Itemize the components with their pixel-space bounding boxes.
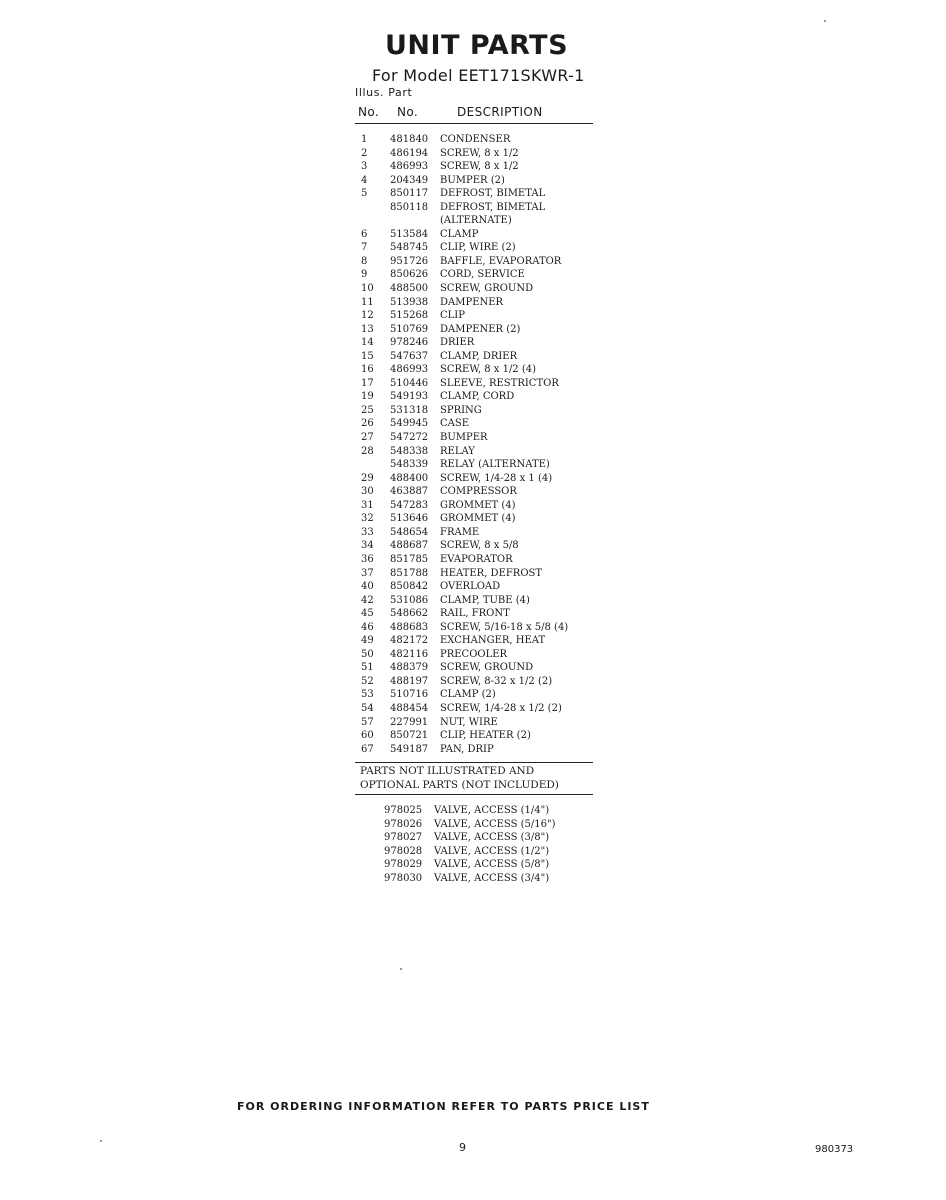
part-description: BAFFLE, EVAPORATOR [440,255,562,267]
part-description: SCREW, 1/4-28 x 1/2 (2) [440,702,562,714]
part-description: RELAY [440,445,475,457]
part-description: DAMPENER (2) [440,323,521,335]
illus-number: 54 [361,702,374,714]
part-description: HEATER, DEFROST [440,567,543,579]
part-description: SCREW, 5/16-18 x 5/8 (4) [440,621,569,633]
part-number: 549187 [390,743,429,755]
part-number: 978030 [384,872,423,884]
illus-number: 30 [361,486,374,498]
illus-number: 53 [361,689,374,701]
part-number: 515268 [390,310,429,322]
part-description: CLAMP (2) [440,689,496,701]
header-rule [355,123,593,124]
part-description: CLIP, WIRE (2) [440,242,516,254]
illus-number: 25 [361,404,374,416]
part-number: 978027 [384,832,423,844]
illus-number: 3 [361,161,368,173]
illus-number: 11 [361,296,374,308]
illus-number: 34 [361,540,374,552]
part-description: VALVE, ACCESS (3/8") [434,832,550,844]
part-description: SCREW, 1/4-28 x 1 (4) [440,472,553,484]
part-number: 851785 [390,553,429,565]
illus-number: 13 [361,323,374,335]
part-description: NUT, WIRE [440,716,498,728]
part-description: SCREW, 8 x 5/8 [440,540,519,552]
illus-number: 19 [361,391,374,403]
illus-number: 50 [361,648,374,660]
illus-number: 2 [361,147,368,159]
part-number: 488683 [390,621,429,633]
part-number: 548654 [390,526,429,538]
part-number: 850721 [390,730,429,742]
part-description: CLIP [440,310,465,322]
model-subtitle: For Model EET171SKWR-1 [372,66,585,85]
part-description: RELAY (ALTERNATE) [440,459,550,471]
part-number: 978029 [384,859,423,871]
part-number: 481840 [390,134,429,145]
part-number: 850118 [390,201,429,213]
part-description: SCREW, 8 x 1/2 (4) [440,364,537,376]
part-description: DAMPENER [440,296,504,308]
note-top-rule [355,762,593,763]
part-description: SCREW, 8 x 1/2 [440,147,519,159]
part-description: GROMMET (4) [440,499,516,511]
part-number: 547272 [390,432,429,444]
part-description: FRAME [440,526,480,538]
part-number: 486993 [390,161,429,173]
part-number: 978025 [384,805,423,816]
illus-number: 42 [361,594,374,606]
illus-number: 4 [361,174,368,186]
illus-number: 57 [361,716,374,728]
illus-number: 40 [361,581,374,593]
part-number: 488379 [390,662,429,674]
parts-note-line-2: OPTIONAL PARTS (NOT INCLUDED) [360,778,559,791]
ordering-footer: FOR ORDERING INFORMATION REFER TO PARTS PRICE LIST [237,1100,650,1113]
illus-number: 16 [361,364,374,376]
part-description: CLAMP [440,228,479,240]
part-number: 482172 [390,635,429,647]
part-description: DEFROST, BIMETAL [440,188,546,200]
part-number: 548339 [390,459,429,471]
part-description: SCREW, 8 x 1/2 [440,161,519,173]
part-description: SCREW, GROUND [440,283,534,295]
illus-number: 32 [361,513,374,525]
part-number: 227991 [390,716,429,728]
part-number: 510446 [390,377,429,389]
illus-number: 36 [361,553,374,565]
page-title: UNIT PARTS [385,30,569,61]
illus-number: 5 [361,188,368,200]
part-number: 204349 [390,174,429,186]
illus-part-label: Illus. Part [355,86,413,99]
scan-speck [100,1140,102,1142]
part-description: BUMPER [440,432,488,444]
illus-number: 31 [361,499,374,511]
page-number: 9 [459,1141,466,1154]
part-number: 978026 [384,818,423,830]
part-number: 488454 [390,702,429,714]
part-number: 851788 [390,567,429,579]
illus-number: 12 [361,310,374,322]
part-number: 850842 [390,581,429,593]
part-number: 531318 [390,404,429,416]
part-description: DEFROST, BIMETAL [440,201,546,213]
part-number: 486993 [390,364,429,376]
part-description: CLAMP, TUBE (4) [440,594,530,606]
part-number: 513938 [390,296,429,308]
part-description: BUMPER (2) [440,174,505,186]
illus-number: 29 [361,472,374,484]
illus-number: 60 [361,730,374,742]
illus-number: 10 [361,283,374,295]
illus-number: 45 [361,608,374,620]
part-description: VALVE, ACCESS (5/8") [434,859,550,871]
column-header-description: DESCRIPTION [457,105,543,119]
illus-number: 14 [361,337,374,349]
part-description: OVERLOAD [440,581,501,593]
part-number: 510769 [390,323,429,335]
part-description: PRECOOLER [440,648,508,660]
illus-number: 28 [361,445,374,457]
part-number: 513584 [390,228,429,240]
part-number: 482116 [390,648,429,660]
part-number: 978246 [390,337,429,349]
illus-number: 15 [361,350,374,362]
part-description: CORD, SERVICE [440,269,525,281]
part-description: VALVE, ACCESS (3/4") [434,872,550,884]
part-number: 488687 [390,540,429,552]
part-description: CLAMP, CORD [440,391,515,403]
document-number: 980373 [815,1144,854,1155]
illus-number: 46 [361,621,374,633]
illus-number: 37 [361,567,374,579]
scan-speck [400,968,402,970]
part-description: EVAPORATOR [440,553,513,565]
part-description: SCREW, 8-32 x 1/2 (2) [440,675,553,687]
part-description: EXCHANGER, HEAT [440,635,546,647]
part-description: CASE [440,418,470,430]
part-description: COMPRESSOR [440,486,517,498]
illus-number: 33 [361,526,374,538]
part-description: VALVE, ACCESS (1/4") [434,805,550,816]
part-description: PAN, DRIP [440,743,494,755]
illus-number: 7 [361,242,368,254]
scan-speck [824,20,826,22]
illus-number: 1 [361,134,368,145]
note-bottom-rule [355,794,593,795]
part-number: 548745 [390,242,429,254]
illus-number: 27 [361,432,374,444]
part-number: 549945 [390,418,429,430]
part-description: CLIP, HEATER (2) [440,730,531,742]
illus-number: 17 [361,377,374,389]
illus-number: 49 [361,635,374,647]
part-number: 951726 [390,255,429,267]
part-description: SLEEVE, RESTRICTOR [440,377,559,389]
part-description: SCREW, GROUND [440,662,534,674]
part-description: GROMMET (4) [440,513,516,525]
part-number: 488400 [390,472,429,484]
part-description: VALVE, ACCESS (5/16") [434,818,556,830]
parts-note [360,765,559,792]
part-description: RAIL, FRONT [440,608,510,620]
part-number: 850626 [390,269,429,281]
illus-number: 9 [361,269,368,281]
illus-number: 8 [361,255,368,267]
illus-number: 6 [361,228,368,240]
part-description: SPRING [440,404,482,416]
part-number: 531086 [390,594,429,606]
column-header-part-no: No. [397,105,419,119]
part-number: 978028 [384,845,423,857]
parts-note-line-1: PARTS NOT ILLUSTRATED AND [360,765,535,777]
part-description: VALVE, ACCESS (1/2") [434,845,550,857]
part-description: (ALTERNATE) [440,215,512,227]
part-number: 513646 [390,513,429,525]
part-number: 548338 [390,445,429,457]
illus-number: 26 [361,418,374,430]
part-description: DRIER [440,337,475,349]
part-number: 548662 [390,608,429,620]
part-description: CONDENSER [440,134,511,145]
part-number: 547283 [390,499,429,511]
part-number: 547637 [390,350,429,362]
part-description: CLAMP, DRIER [440,350,518,362]
part-number: 486194 [390,147,429,159]
part-number: 463887 [390,486,429,498]
part-number: 850117 [390,188,429,200]
part-number: 488197 [390,675,429,687]
part-number: 549193 [390,391,429,403]
column-header-no: No. [358,105,380,119]
illus-number: 51 [361,662,374,674]
part-number: 510716 [390,689,429,701]
illus-number: 67 [361,743,374,755]
illus-number: 52 [361,675,374,687]
part-number: 488500 [390,283,429,295]
